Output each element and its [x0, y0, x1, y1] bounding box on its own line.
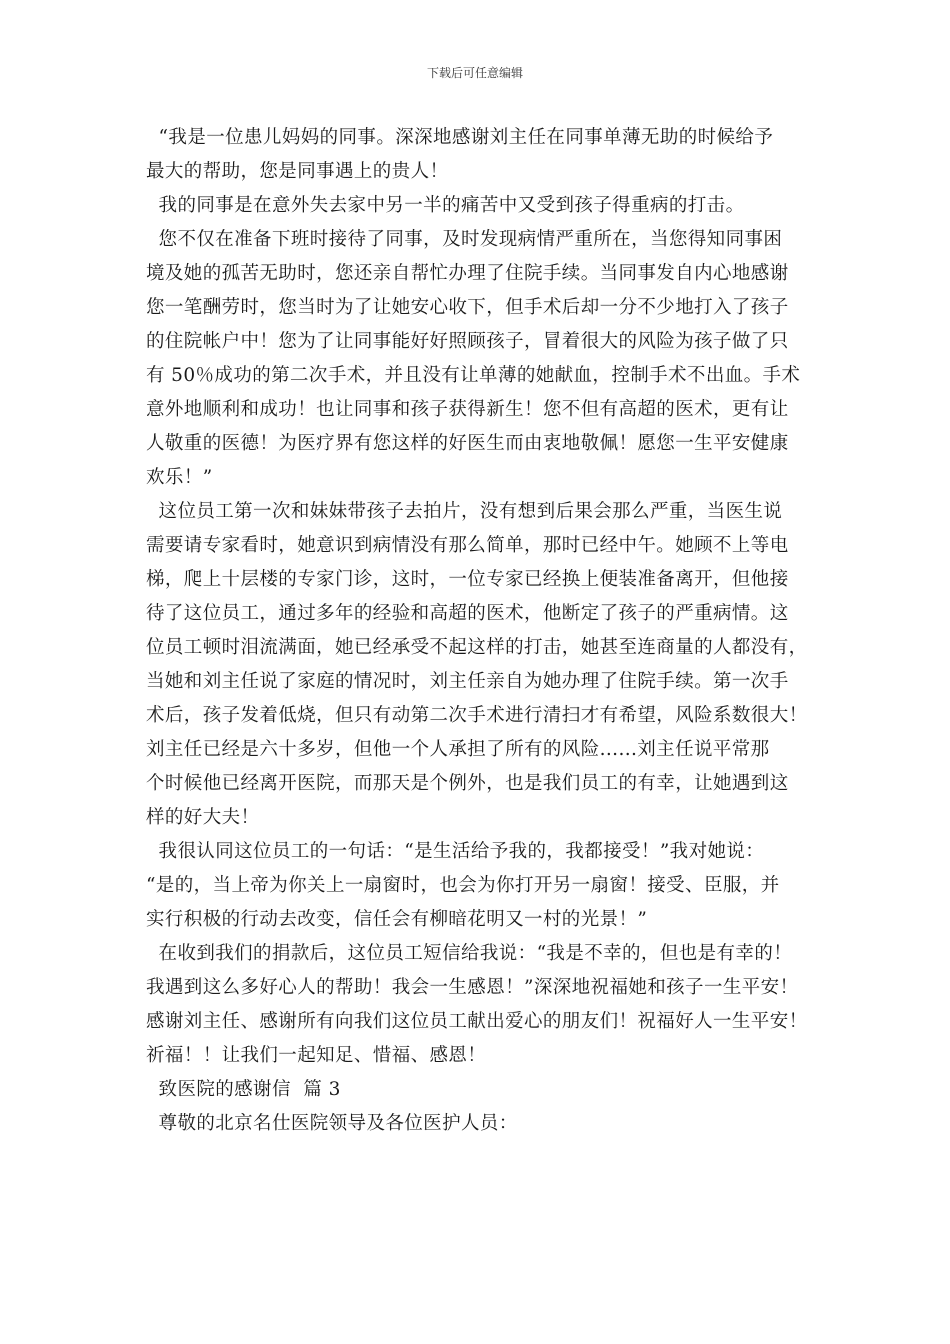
- text-line: 境及她的孤苦无助时，您还亲自帮忙办理了住院手续。当同事发自内心地感谢: [146, 263, 789, 284]
- text-line: 最大的帮助，您是同事遇上的贵人！: [146, 161, 449, 182]
- text-line: 术后，孩子发着低烧，但只有动第二次手术进行清扫才有希望，风险系数很大！: [146, 705, 808, 726]
- text-line: 刘主任已经是六十多岁，但他一个人承担了所有的风险......刘主任说平常那: [146, 739, 770, 760]
- text-line: 我遇到这么多好心人的帮助！我会一生感恩！”深深地祝福她和孩子一生平安！: [146, 977, 799, 998]
- text-line: 需要请专家看时，她意识到病情没有那么简单，那时已经中午。她顾不上等电: [146, 535, 789, 556]
- text-line: 您一笔酬劳时，您当时为了让她安心收下，但手术后却一分不少地打入了孩子: [146, 297, 789, 318]
- text-line: “是的，当上帝为你关上一扇窗时，也会为你打开另一扇窗！接受、臣服，并: [146, 875, 780, 896]
- text-line: 祈福！！让我们一起知足、惜福、感恩！: [146, 1045, 487, 1066]
- header-note: 下载后可任意编辑: [426, 66, 523, 80]
- text-line: 待了这位员工，通过多年的经验和高超的医术，他断定了孩子的严重病情。这: [146, 603, 789, 624]
- text-line: 实行积极的行动去改变，信任会有柳暗花明又一村的光景！”: [146, 909, 648, 930]
- text-line: 人敬重的医德！为医疗界有您这样的好医生而由衷地敬佩！愿您一生平安健康: [146, 433, 789, 454]
- text-line: 这位员工第一次和妹妹带孩子去拍片，没有想到后果会那么严重，当医生说: [146, 501, 783, 522]
- text-line: 在收到我们的捐款后，这位员工短信给我说：“我是不幸的，但也是有幸的！: [146, 943, 793, 964]
- document-body: [146, 121, 818, 1141]
- text-line: 个时候他已经离开医院，而那天是个例外，也是我们员工的有幸，让她遇到这: [146, 773, 789, 794]
- text-line: 梯，爬上十层楼的专家门诊，这时，一位专家已经换上便装准备离开，但他接: [146, 569, 789, 590]
- text-line: 当她和刘主任说了家庭的情况时，刘主任亲自为她办理了住院手续。第一次手: [146, 671, 789, 692]
- text-line: 有 50％成功的第二次手术，并且没有让单薄的她献血，控制手术不出血。手术: [146, 365, 801, 386]
- text-line: 位员工顿时泪流满面，她已经承受不起这样的打击，她甚至连商量的人都没有，: [146, 637, 808, 658]
- text-line: 我的同事是在意外失去家中另一半的痛苦中又受到孩子得重病的打击。: [146, 195, 745, 216]
- section-heading: 致医院的感谢信 篇 3: [146, 1079, 341, 1100]
- text-line: 的住院帐户中！您为了让同事能好好照顾孩子，冒着很大的风险为孩子做了只: [146, 331, 789, 352]
- text-line: 样的好大夫！: [146, 807, 260, 828]
- text-line: “我是一位患儿妈妈的同事。深深地感谢刘主任在同事单薄无助的时候给予: [146, 127, 774, 148]
- salutation-line: 尊敬的北京名仕医院领导及各位医护人员：: [146, 1113, 518, 1134]
- text-line: 意外地顺利和成功！也让同事和孩子获得新生！您不但有高超的医术，更有让: [146, 399, 789, 420]
- text-line: 我很认同这位员工的一句话：“是生活给予我的，我都接受！”我对她说：: [146, 841, 765, 862]
- text-line: 感谢刘主任、感谢所有向我们这位员工献出爱心的朋友们！祝福好人一生平安！: [146, 1011, 808, 1032]
- text-line: 您不仅在准备下班时接待了同事，及时发现病情严重所在，当您得知同事困: [146, 229, 783, 250]
- text-line: 欢乐！”: [146, 467, 213, 488]
